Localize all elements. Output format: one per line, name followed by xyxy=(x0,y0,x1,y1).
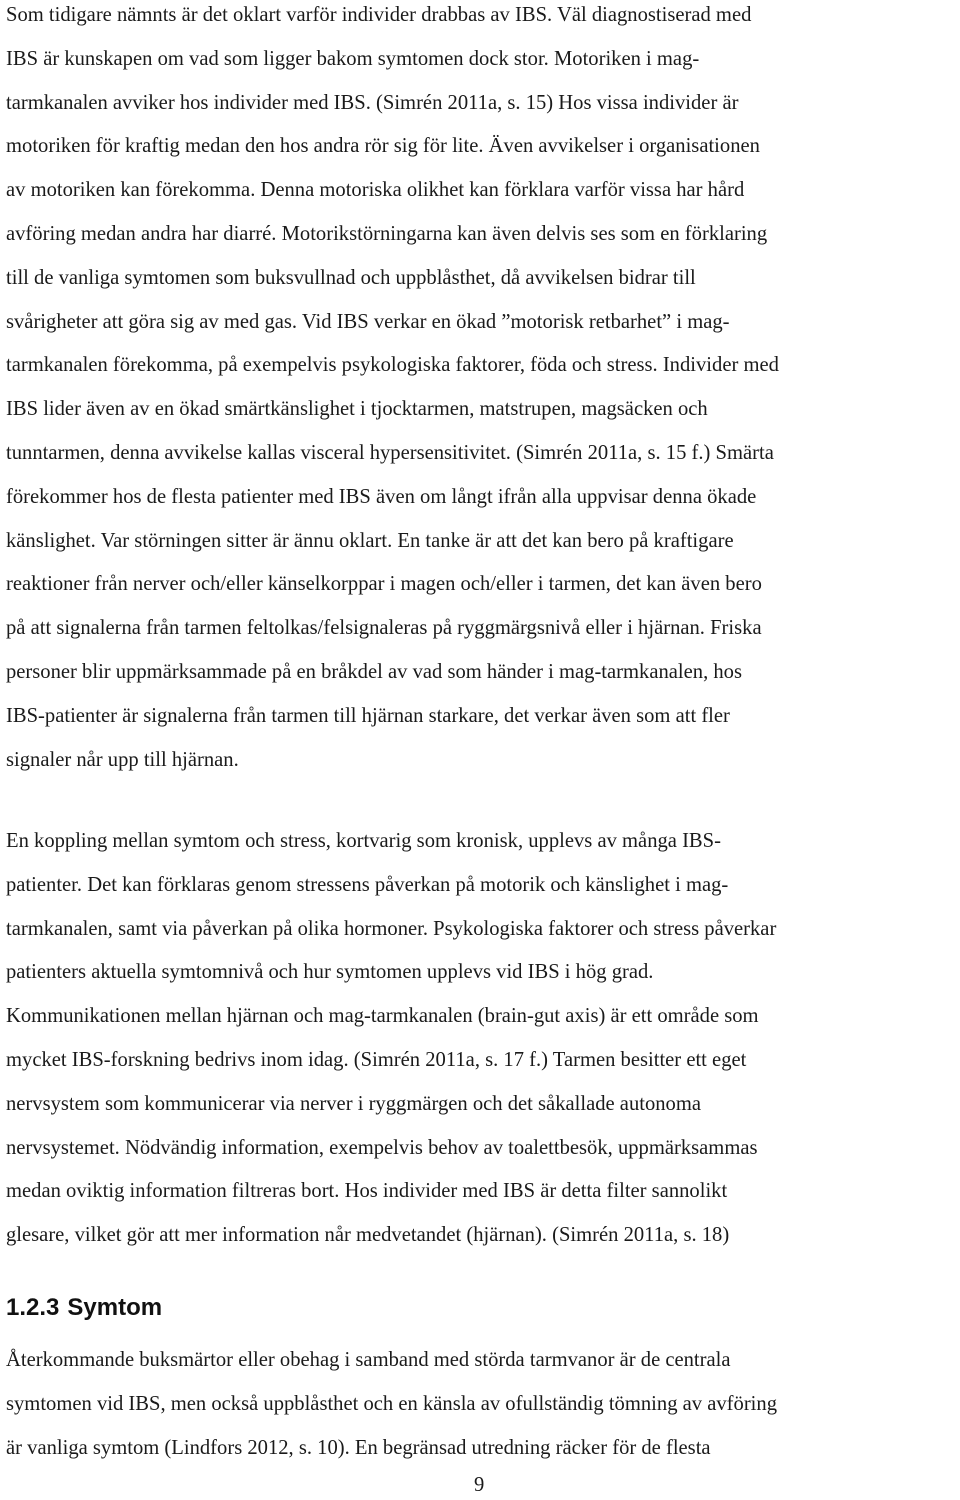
text-line: IBS lider även av en ökad smärtkänslighet i tjocktarmen, matstrupen, magsäcken och xyxy=(6,398,708,421)
text-line: En koppling mellan symtom och stress, kortvarig som kronisk, upplevs av många IBS- xyxy=(6,830,721,852)
text-line: tunntarmen, denna avvikelse kallas visceral hypersensitivitet. (Simrén 2011a, s. 15 f.) Smärta xyxy=(6,441,774,464)
text-line: nervsystemet. Nödvändig information, exempelvis behov av toalettbesök, uppmärksammas xyxy=(6,1136,758,1159)
text-line: patienter. Det kan förklaras genom stressens påverkan på motorik och känslighet i mag- xyxy=(6,873,729,896)
paragraph-stress xyxy=(6,820,956,1258)
text-line: svårigheter att göra sig av med gas. Vid IBS verkar en ökad ”motorisk retbarhet” i mag- xyxy=(6,310,730,333)
text-line: IBS är kunskapen om vad som ligger bakom symtomen dock stor. Motoriken i mag- xyxy=(6,47,700,70)
text-line: medan oviktig information filtreras bort. Hos individer med IBS är detta filter sannolikt xyxy=(6,1180,728,1203)
text-line: reaktioner från nerver och/eller känselkorppar i magen och/eller i tarmen, det kan även bero xyxy=(6,573,762,596)
text-line: personer blir uppmärksammade på en bråkdel av vad som händer i mag-tarmkanalen, hos xyxy=(6,660,742,683)
text-line: avföring medan andra har diarré. Motorikstörningarna kan även delvis ses som en förklaring xyxy=(6,222,768,245)
text-line: Återkommande buksmärtor eller obehag i samband med störda tarmvanor är de centrala xyxy=(6,1349,731,1371)
text-line: Som tidigare nämnts är det oklart varför individer drabbas av IBS. Väl diagnostiserad med xyxy=(6,4,752,26)
text-line: nervsystem som kommunicerar via nerver i ryggmärgen och det såkallade autonoma xyxy=(6,1092,702,1115)
text-line: motoriken för kraftig medan den hos andra rör sig för lite. Även avvikelser i organisationen xyxy=(6,135,760,158)
text-line: symtomen vid IBS, men också uppblåsthet och en känsla av ofullständig tömning av avföring xyxy=(6,1392,777,1415)
page-number: 9 xyxy=(474,1474,485,1496)
text-line: mycket IBS-forskning bedrivs inom idag. (Simrén 2011a, s. 17 f.) Tarmen besitter ett eget xyxy=(6,1048,747,1071)
text-line: av motoriken kan förekomma. Denna motoriska olikhet kan förklara varför vissa har hård xyxy=(6,179,745,202)
text-line: glesare, vilket gör att mer information når medvetandet (hjärnan). (Simrén 2011a, s. 18) xyxy=(6,1224,730,1247)
text-line: tarmkanalen, samt via påverkan på olika hormoner. Psykologiska faktorer och stress påverkar xyxy=(6,917,777,940)
text-line: är vanliga symtom (Lindfors 2012, s. 10). En begränsad utredning räcker för de flesta xyxy=(6,1436,711,1459)
text-line: tarmkanalen förekomma, på exempelvis psykologiska faktorer, föda och stress. Individer med xyxy=(6,354,779,377)
text-line: känslighet. Var störningen sitter är ännu oklart. En tanke är att det kan bero på kraftigare xyxy=(6,529,734,552)
text-line: till de vanliga symtomen som buksvullnad och uppblåsthet, då avvikelsen bidrar till xyxy=(6,266,696,289)
text-line: IBS-patienter är signalerna från tarmen till hjärnan starkare, det verkar även som att fler xyxy=(6,704,730,727)
section-title: Symtom xyxy=(67,1294,163,1321)
paragraph-symtom xyxy=(6,1339,956,1470)
section-heading xyxy=(6,1290,162,1326)
section-number: 1.2.3 xyxy=(6,1294,60,1321)
text-line: signaler når upp till hjärnan. xyxy=(6,748,239,771)
text-line: Kommunikationen mellan hjärnan och mag-tarmkanalen (brain-gut axis) är ett område som xyxy=(6,1005,759,1028)
text-line: tarmkanalen avviker hos individer med IBS. (Simrén 2011a, s. 15) Hos vissa individer är xyxy=(6,91,739,114)
text-line: på att signalerna från tarmen feltolkas/felsignaleras på ryggmärgsnivå eller i hjärnan. Friska xyxy=(6,617,762,640)
text-line: patienters aktuella symtomnivå och hur symtomen upplevs vid IBS i hög grad. xyxy=(6,961,654,984)
paragraph-motorik xyxy=(6,0,956,782)
text-line: förekommer hos de flesta patienter med IBS även om långt ifrån alla uppvisar denna ökade xyxy=(6,485,757,508)
